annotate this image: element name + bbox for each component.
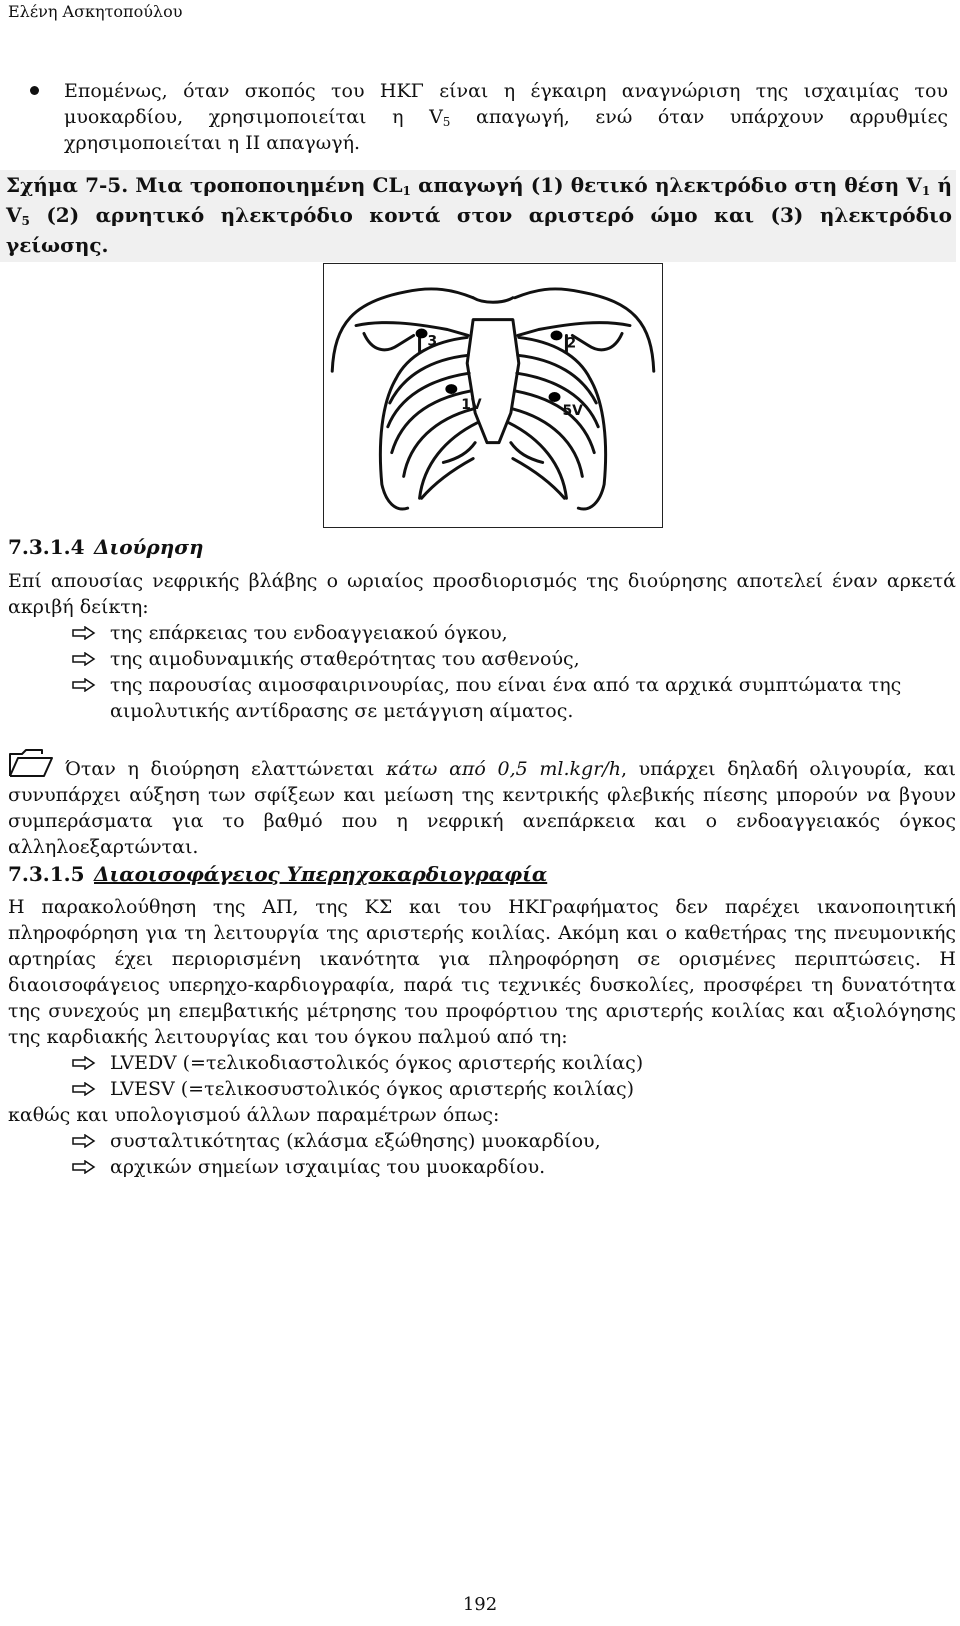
caption-part4: (2) αρνητικό ηλεκτρόδιο κοντά στον αριστερό ώμο και (3) ηλεκτρόδιο γείωσης. [6,203,952,257]
tee-lead2: καθώς και υπολογισμού άλλων παραμέτρων όπως: [8,1104,500,1126]
list-item-text: της επάρκειας του ενδοαγγειακού όγκου, [110,622,508,644]
caption-sub1: 1 [402,184,411,198]
hollow-arrow-icon [72,1082,96,1096]
caption-part2: απαγωγή (1) θετικό ηλεκτρόδιο στη θέση V [410,173,922,197]
page-number: 192 [462,1594,498,1615]
caption-part1: Σχήμα 7-5. Μια τροποποιημένη CL [6,173,403,197]
bullet-text-before: Επομένως, όταν σκοπός του ΗΚΓ είναι η έγκαιρη αναγνώριση της ισχαιμίας του μυοκαρδίου, χρησιμοποιείται η V [64,80,948,128]
list-item [68,1076,956,1102]
caption-sub2: 1 [921,184,931,198]
caption-sub3: 5 [21,214,30,228]
hollow-arrow-icon [72,652,96,666]
bullet-text-after: απαγωγή, ενώ όταν υπάρχουν αρρυθμίες χρησιμοποιείται η ΙΙ απαγωγή. [64,106,948,154]
section-number: 7.3.1.4 [8,535,85,559]
diuresis-intro: Επί απουσίας νεφρικής βλάβης ο ωριαίος προσδιορισμός της διούρησης αποτελεί έναν αρκετά ακριβή δείκτη: [8,570,956,618]
diuresis-note [8,756,956,860]
bullet-dot-icon [30,86,39,95]
label-5v: 5V [562,402,583,419]
label-1v: 1V [461,396,482,413]
chest-electrode-figure [323,263,663,528]
section-number: 7.3.1.5 [8,862,85,886]
list-item [68,1154,956,1180]
list-item [68,620,956,646]
section-title: Διούρηση [94,535,204,559]
tee-paragraph: Η παρακολούθηση της ΑΠ, της ΚΣ και του ΗΚΓραφήματος δεν παρέχει ικανοποιητική πληροφόρηση για τη λειτουργία της αριστερής κοιλίας. Ακόμη και ο καθετήρας της πνευμονικής αρτηρίας έχει περιορισμένη ικανότητα για πληροφόρηση σε ορισμένες περιπτώσεις. Η διαοισοφάγειος υπερηχο-καρδιογραφία, παρά τις τεχνικές δυσκολίες, προσφέρει τη δυνατότητα της συνεχούς μη επεμβατικής μέτρησης του προφόρτιου της αριστερής κοιλίας και αξιολόγησης της καρδιακής λειτουργίας και του όγκου παλμού από τη: [8,896,956,1048]
bullet-sub: 5 [442,115,451,129]
hollow-arrow-icon [72,626,96,640]
hollow-arrow-icon [72,1160,96,1174]
diuresis-list [68,620,956,724]
list-item-text: της παρουσίας αιμοσφαιρινουρίας, που είναι ένα από τα αρχικά συμπτώματα της αιμολυτικής αντίδρασης σε μετάγγιση αίματος. [110,674,902,722]
list-item-text: LVEDV (=τελικοδιαστολικός όγκος αριστερής κοιλίας) [110,1052,644,1074]
note-after: , υπάρχει δηλαδή ολιγουρία, και συνυπάρχει αύξηση των σφίξεων και μείωση της κεντρικής φλεβικής πίεσης μπορούν να βγουν συμπεράσματα για το βαθμό που η νεφρική ανεπάρκεια και ο ενδοαγγειακός όγκος αλληλοεξαρτώνται. [8,758,957,858]
list-item-text: LVESV (=τελικοσυστολικός όγκος αριστερής κοιλίας) [110,1078,635,1100]
hollow-arrow-icon [72,1056,96,1070]
figure-caption [0,170,956,262]
note-before: Όταν η διούρηση ελαττώνεται [65,758,387,780]
list-item [68,1050,956,1076]
ribcage-illustration [324,264,662,527]
list-item [68,1128,956,1154]
label-3: 3 [427,333,438,350]
tee-list [68,1050,956,1102]
list-item [68,672,956,724]
note-italic-threshold: κάτω από 0,5 ml.kgr/h [386,758,621,780]
section-heading-7-3-1-4 [8,535,204,559]
list-item [68,646,956,672]
hollow-arrow-icon [72,1134,96,1148]
running-header-author: Ελένη Ασκητοπούλου [8,2,183,21]
label-2: 2 [566,335,577,352]
tee-list2 [68,1128,956,1180]
section-heading-7-3-1-5 [8,862,547,886]
list-item-text: της αιμοδυναμικής σταθερότητας του ασθενούς, [110,648,580,670]
bullet-text [64,78,948,156]
list-item-text: αρχικών σημείων ισχαιμίας του μυοκαρδίου. [110,1156,546,1178]
bullet-paragraph [30,78,948,156]
section-title: Διαοισοφάγειος Υπερηχοκαρδιογραφία [94,862,548,886]
hollow-arrow-icon [72,678,96,692]
caption-part3: ή V [6,173,952,227]
list-item-text: συσταλτικότητας (κλάσμα εξώθησης) μυοκαρδίου, [110,1130,601,1152]
